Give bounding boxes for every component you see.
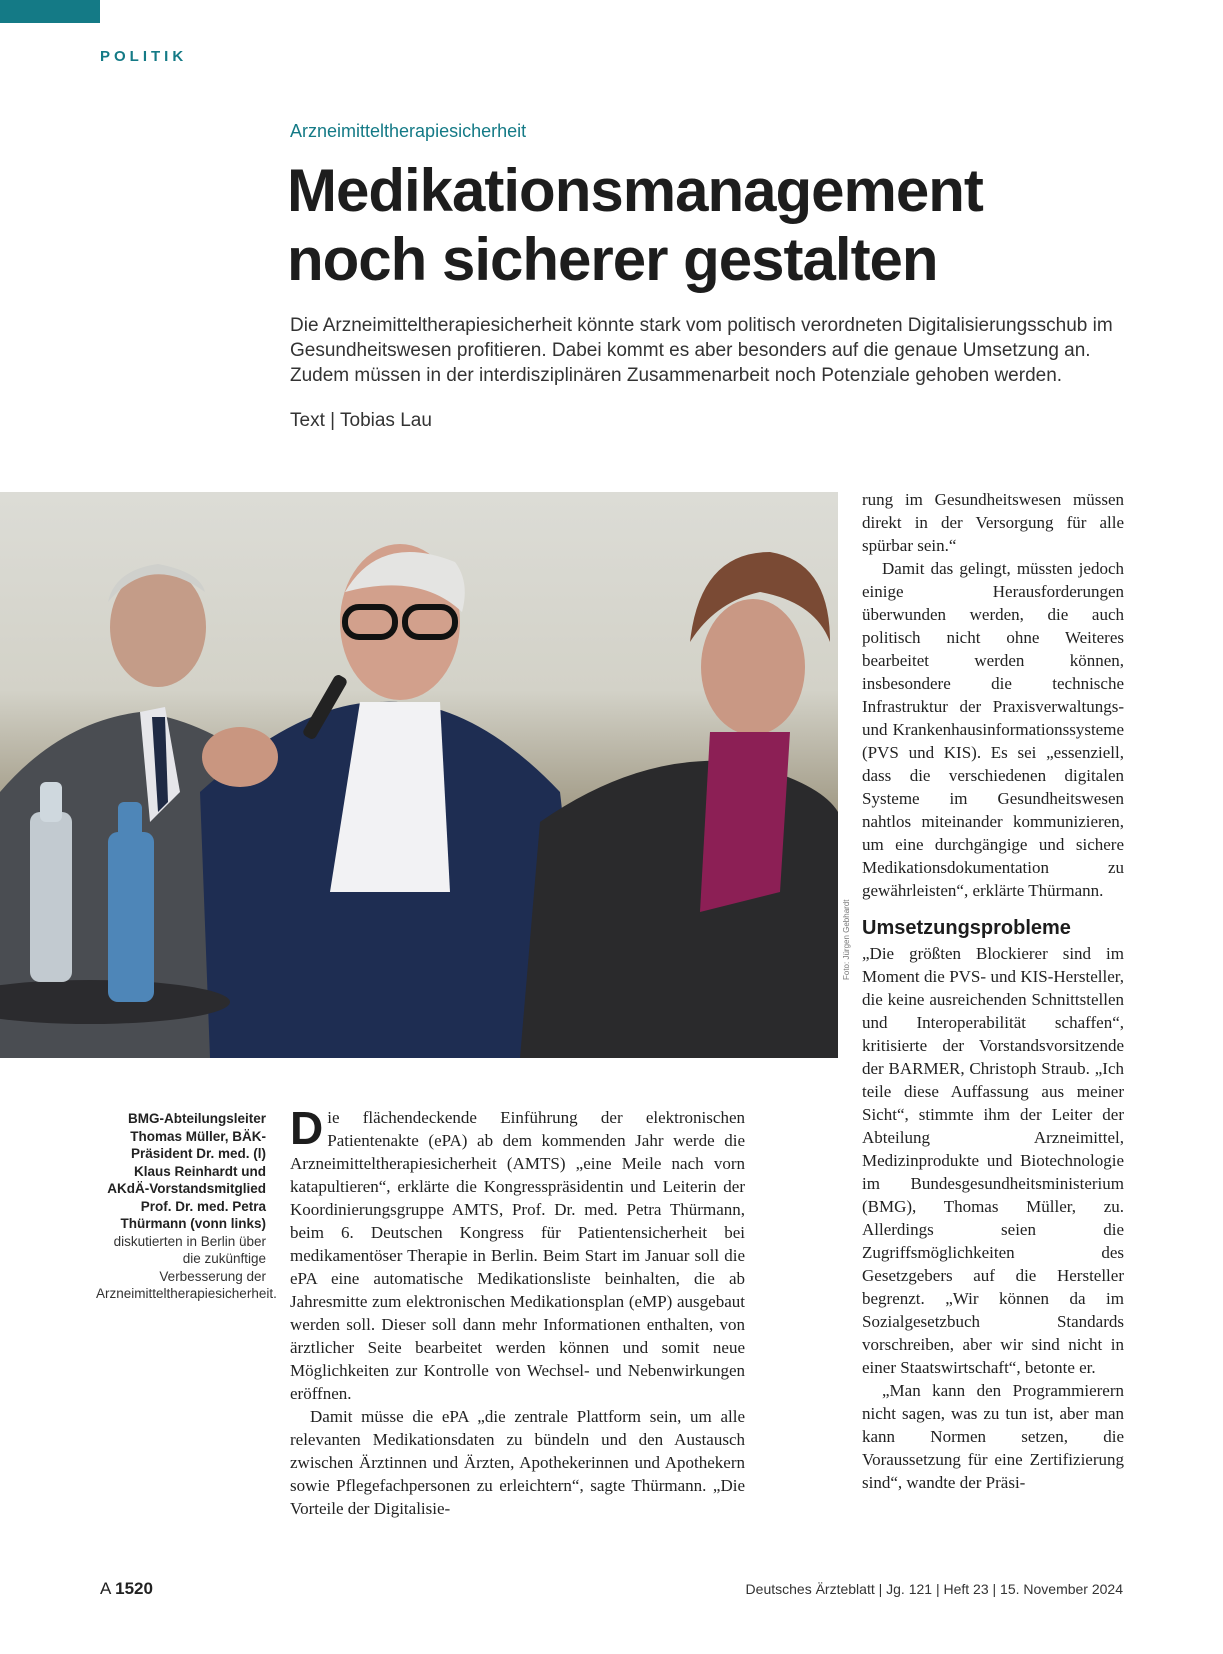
caption-bold-text: BMG-Abteilungsleiter Thomas Müller, BÄK-Präsident Dr. med. (l) Klaus Reinhardt und AKdÄ-Vorstandsmitglied Prof. Dr. med. Petra Thürmann (vonn links): [107, 1111, 266, 1231]
article-lead: Die Arzneimitteltherapiesicherheit könnte stark vom politisch verordneten Digitalisierungsschub im Gesundheitswesen profitieren. Dabei kommt es aber besonders auf die genaue Umsetzung an. Zudem müssen in der interdisziplinären Zusammenarbeit noch Potenziale gehoben werden.: [290, 315, 1113, 386]
body-column-main: [290, 1102, 745, 1520]
article-photo: [0, 492, 838, 1058]
section-color-bar: [0, 0, 100, 23]
article-kicker: Arzneimitteltherapiesicherheit: [290, 121, 527, 141]
page-number-value: 1520: [115, 1579, 153, 1598]
article-headline: [287, 156, 983, 294]
page-number: [100, 1579, 153, 1599]
paragraph-text: ie flächendeckende Einführung der elektronischen Patientenakte (ePA) ab dem kommenden Jahr werde die Arzneimitteltherapiesicherheit (AMTS) „eine Meile nach vorn katapultieren“, erklärte die Kongresspräsidentin und Leiterin der Koordinierungsgruppe AMTS, Prof. Dr. med. Petra Thürmann, beim 6. Deutschen Kongress für Patientensicherheit bei medikamentöser Therapie in Berlin. Beim Start im Januar soll die ePA eine automatische Medikationsliste beinhalten, die ab Jahresmitte zum elektronischen Medikationsplan (eMP) ausgebaut werden soll. Dieser soll dann mehr Informationen enthalten, von ärztlicher Seite bearbeitet werden können und somit neue Möglichkeiten zur Kontrolle von Wechsel- und Nebenwirkungen eröffnen.: [290, 1108, 745, 1403]
subheading: Umsetzungsprobleme: [862, 917, 1071, 939]
photo-credit: Foto: Jürgen Gebhardt: [842, 899, 851, 980]
body-column-right: [862, 488, 1124, 1494]
body-paragraph: rung im Gesundheitswesen müssen direkt in der Versorgung für alle spürbar sein.“: [862, 490, 1124, 555]
body-paragraph: [290, 1102, 745, 1405]
drop-cap: D: [290, 1102, 324, 1154]
body-paragraph: „Man kann den Programmierern nicht sagen, was zu tun ist, aber man kann Normen setzen, die Voraussetzung für eine Zertifizierung sind“, wandte der Präsi-: [862, 1381, 1124, 1492]
section-label: POLITIK: [100, 48, 188, 65]
body-paragraph: Damit müsse die ePA „die zentrale Plattform sein, um alle relevanten Medikationsdaten zu bündeln und den Austausch zwischen Ärztinnen und Ärzten, Apothekerinnen und Apothekern sowie Pflegefachpersonen zu erleichtern“, sagte Thürmann. „Die Vorteile der Digitalisie-: [290, 1407, 745, 1518]
headline-line-1: Medikationsmanagement: [287, 157, 983, 224]
caption-text: diskutierten in Berlin über die zukünftige Verbesserung der Arzneimitteltherapiesicherheit.: [96, 1233, 277, 1301]
headline-line-2: noch sicherer gestalten: [287, 226, 938, 293]
publication-info: Deutsches Ärzteblatt | Jg. 121 | Heft 23 | 15. November 2024: [745, 1581, 1123, 1597]
photo-caption: [96, 1110, 277, 1303]
page-prefix: A: [100, 1579, 116, 1598]
body-paragraph: „Die größten Blockierer sind im Moment die PVS- und KIS-Hersteller, die keine ausreichenden Schnittstellen und Interoperabilität schaffen“, kritisierte der Vorstandsvorsitzende der BARMER, Christoph Straub. „Ich teile diese Auffassung aus meiner Sicht“, stimmte ihm der Leiter der Abteilung Arzneimittel, Medizinprodukte und Biotechnologie im Bundesgesundheitsministerium (BMG), Thomas Müller, zu. Allerdings seien die Zugriffsmöglichkeiten des Gesetzgebers auf die Hersteller begrenzt. „Wir können da im Sozialgesetzbuch Standards vorschreiben, aber wir sind nicht in einer Staatswirtschaft“, betonte er.: [862, 944, 1124, 1377]
body-paragraph: Damit das gelingt, müssten jedoch einige Herausforderungen überwunden werden, die auch politisch nicht ohne Weiteres bearbeitet werden können, insbesondere die technische Infrastruktur der Praxisverwaltungs- und Krankenhausinformationssysteme (PVS und KIS). Es sei „essenziell, dass die verschiedenen digitalen Systeme im Gesundheitswesen nahtlos miteinander kommunizieren, um eine durchgängige und sichere Medikationsdokumentation zu gewährleisten“, erklärte Thürmann.: [862, 559, 1124, 900]
byline: Text | Tobias Lau: [290, 410, 432, 431]
